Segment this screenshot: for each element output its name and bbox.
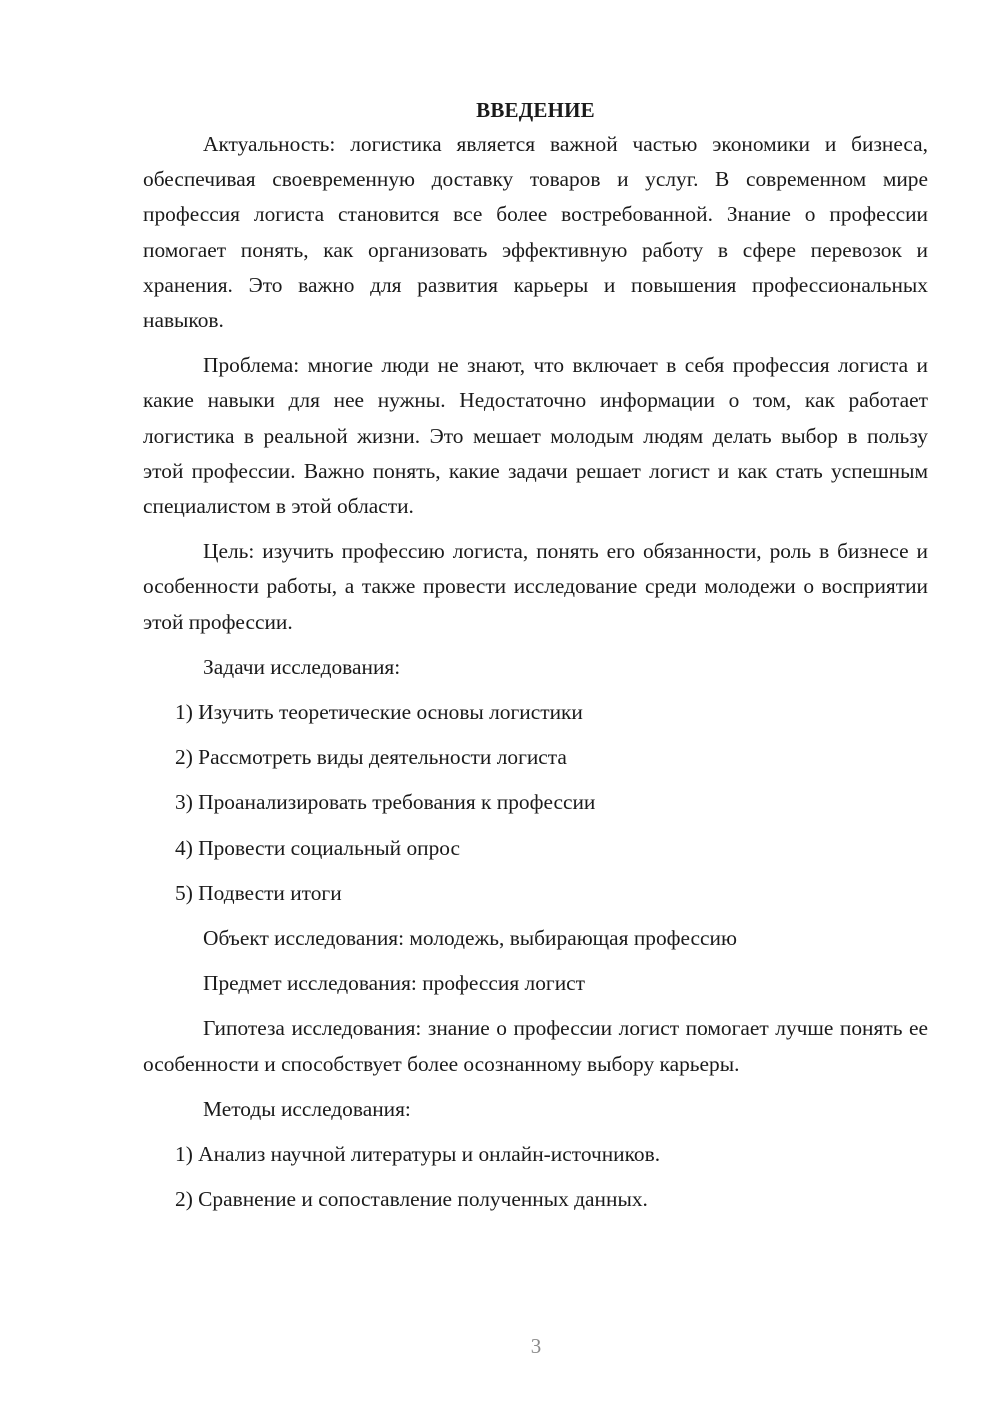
problem-paragraph: Проблема: многие люди не знают, что включает в себя профессия логиста и какие навыки для нее нужны. Недостаточно информации о том, как работает логистика в реальной жизни. Это мешает молодым людям делать выбор в пользу этой профессии. Важно понять, какие задачи решает логист и как стать успешным специалистом в этой области. (143, 353, 928, 519)
list-item: 1) Анализ научной литературы и онлайн-источников. (175, 1142, 661, 1167)
research-subject: Предмет исследования: профессия логист (203, 971, 585, 996)
list-item: 5) Подвести итоги (175, 880, 342, 905)
list-item: 4) Провести социальный опрос (175, 835, 461, 860)
list-item: 2) Рассмотреть виды деятельности логиста (175, 745, 567, 770)
methods-heading: Методы исследования: (203, 1096, 411, 1121)
section-title: ВВЕДЕНИЕ (476, 98, 595, 122)
page-number: 3 (530, 1334, 542, 1358)
research-object: Объект исследования: молодежь, выбирающая профессию (203, 926, 737, 951)
list-item: 2) Сравнение и сопоставление полученных данных. (175, 1187, 648, 1212)
hypothesis-paragraph: Гипотеза исследования: знание о профессии логист помогает лучше понять ее особенности и способствует более осознанному выбору карьеры. (143, 1016, 928, 1076)
relevance-paragraph: Актуальность: логистика является важной частью экономики и бизнеса, обеспечивая своевременную доставку товаров и услуг. В современном мире профессия логиста становится все более востребованной. Знание о профессии помогает понять, как организовать эффективную работу в сфере перевозок и хранения. Это важно для развития карьеры и повышения профессиональных навыков. (143, 132, 928, 333)
document-page (143, 93, 928, 1227)
tasks-list (143, 695, 928, 911)
tasks-heading: Задачи исследования: (203, 654, 401, 679)
goal-paragraph: Цель: изучить профессию логиста, понять его обязанности, роль в бизнесе и особенности работы, а также провести исследование среди молодежи о восприятии этой профессии. (143, 539, 928, 634)
methods-list (143, 1137, 928, 1217)
list-item: 1) Изучить теоретические основы логистики (175, 700, 583, 725)
list-item: 3) Проанализировать требования к профессии (175, 790, 596, 815)
